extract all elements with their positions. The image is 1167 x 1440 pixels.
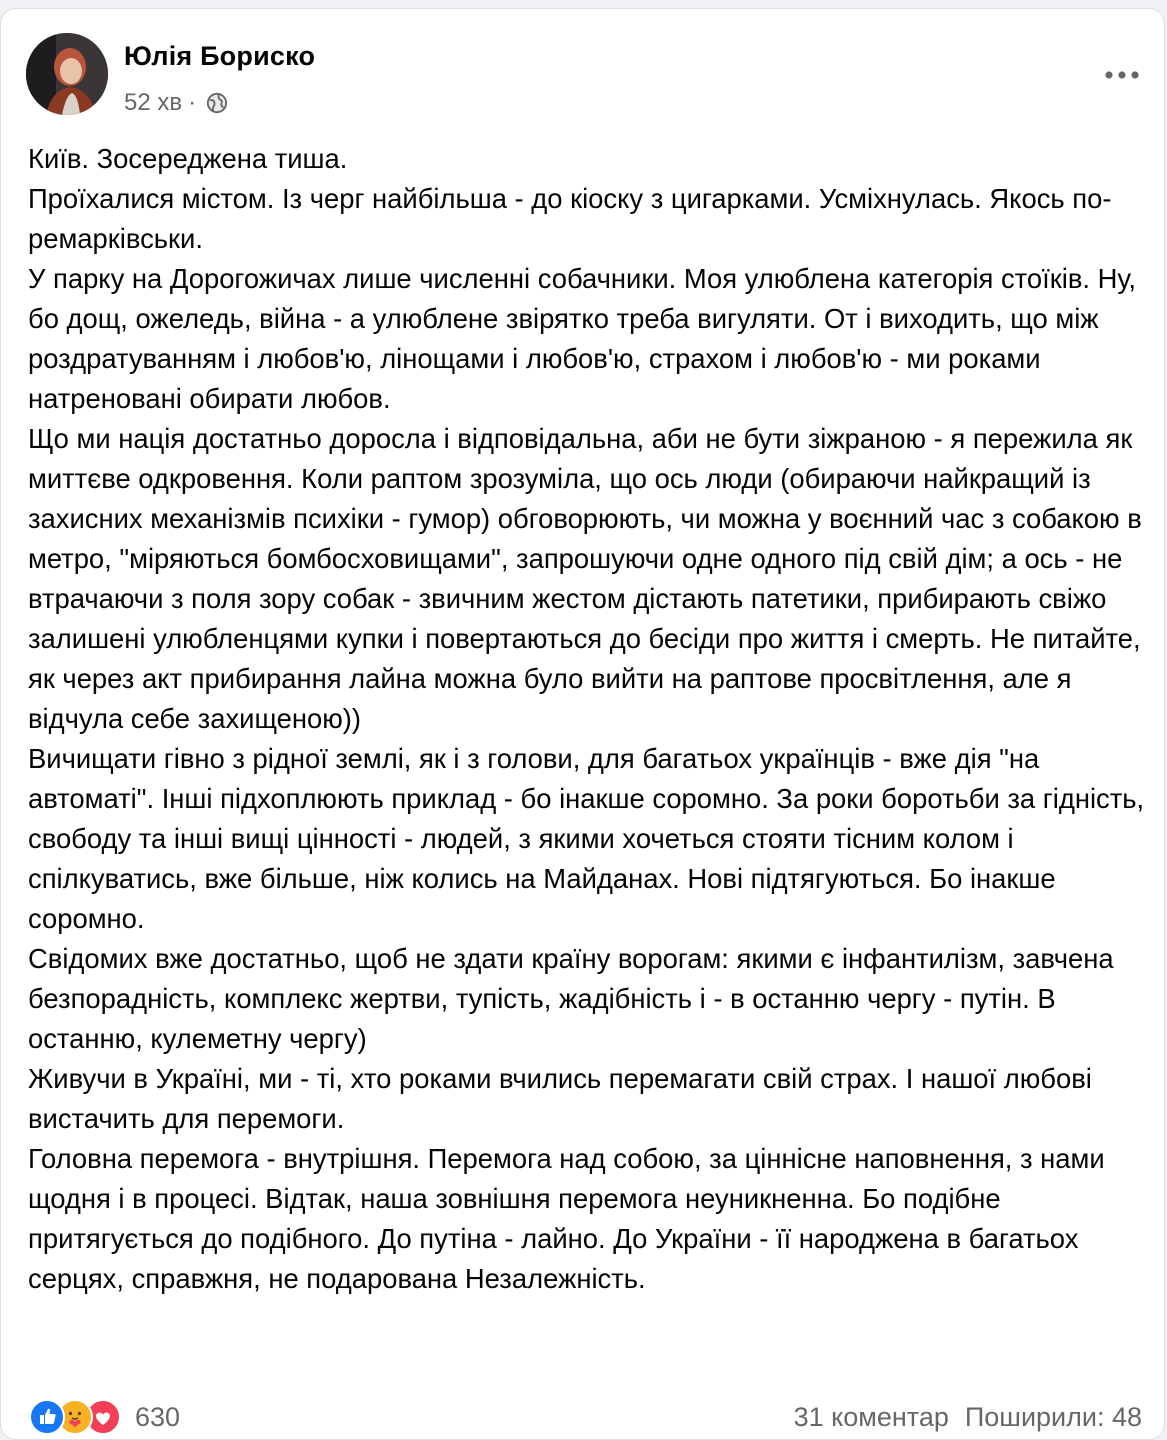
- comments-count-link[interactable]: 31 коментар: [793, 1401, 949, 1432]
- globe-icon[interactable]: [206, 92, 228, 114]
- shares-count-link[interactable]: Поширили: 48: [964, 1401, 1142, 1432]
- more-options-button[interactable]: [1100, 61, 1144, 89]
- reaction-count[interactable]: 630: [135, 1401, 181, 1432]
- post-text: Київ. Зосереджена тиша. Проїхалися містом. Із черг найбільша - до кіоску з цигарками. Усміхнулась. Якось по-ремарківськи. У парку на Дорогожичах лише численні собачники. Моя улюблена категорія стоїків. Ну, бо дощ, ожеледь, війна - а улюблене звірятко треба вигуляти. От і виходить, що між роздратуванням і любов'ю, лінощами і любов'ю, страхом і любов'ю - ми роками натреновані обирати любов. Що ми нація достатньо доросла і відповідальна, аби не бути зіжраною - я пережила як миттєве одкровення. Коли раптом зрозуміла, що ось люди (обираючи найкращий із захисних механізмів психіки - гумор) обговорюють, чи можна у воєнний час з собакою в метро, "міряються бомбосховищами", запрошуючи одне одного під свій дім; а ось - не втрачаючи з поля зору собак - звичним жестом дістають патетики, прибирають свіжо залишені улюбленцями купки і повертаються до бесіди про життя і смерть. Не питайте, як через акт прибирання лайна можна було вийти на раптове просвітлення, але я відчула себе захищеною)) Вичищати гівно з рідної землі, як і з голови, для багатьох українців - вже дія "на автоматі". Інші підхоплюють приклад - бо інакше соромно. За роки боротьби за гідність, свободу та інші вищі цінності - людей, з якими хочеться стояти тісним колом і спілкуватись, вже більше, ніж колись на Майданах. Нові підтягуються. Бо інакше соромно. Свідомих вже достатньо, щоб не здати країну ворогам: якими є інфантилізм, завчена безпорадність, комплекс жертви, тупість, жадібність і - в останню чергу - путін. В останню, кулеметну чергу) Живучи в Україні, ми - ті, хто роками вчились перемагати свій страх. І нашої любові вистачить для перемоги. Головна перемога - внутрішня. Перемога над собою, за ціннісне наповнення, з нами щодня і в процесі. Відтак, наша зовнішня перемога неуникненна. Бо подібне притягується до подібного. До путіна - лайно. До України - її народжена в багатьох серцях, справжня, не подарована Незалежність.: [28, 143, 1145, 1294]
- more-dots-icon: [1104, 70, 1140, 80]
- like-icon: [29, 1399, 65, 1435]
- author-name[interactable]: Юлія Бориско: [124, 41, 316, 71]
- post-time[interactable]: 52 хв: [124, 89, 183, 116]
- post-header: [26, 33, 1144, 115]
- post-footer: [29, 1395, 1142, 1439]
- post-card: [0, 8, 1165, 1440]
- engagement-stats: [794, 1402, 1142, 1433]
- post-meta: [124, 89, 228, 117]
- meta-separator: ·: [188, 89, 197, 116]
- author-avatar[interactable]: [26, 33, 108, 115]
- avatar-photo-icon: [26, 33, 108, 115]
- reactions-summary[interactable]: [29, 1399, 180, 1435]
